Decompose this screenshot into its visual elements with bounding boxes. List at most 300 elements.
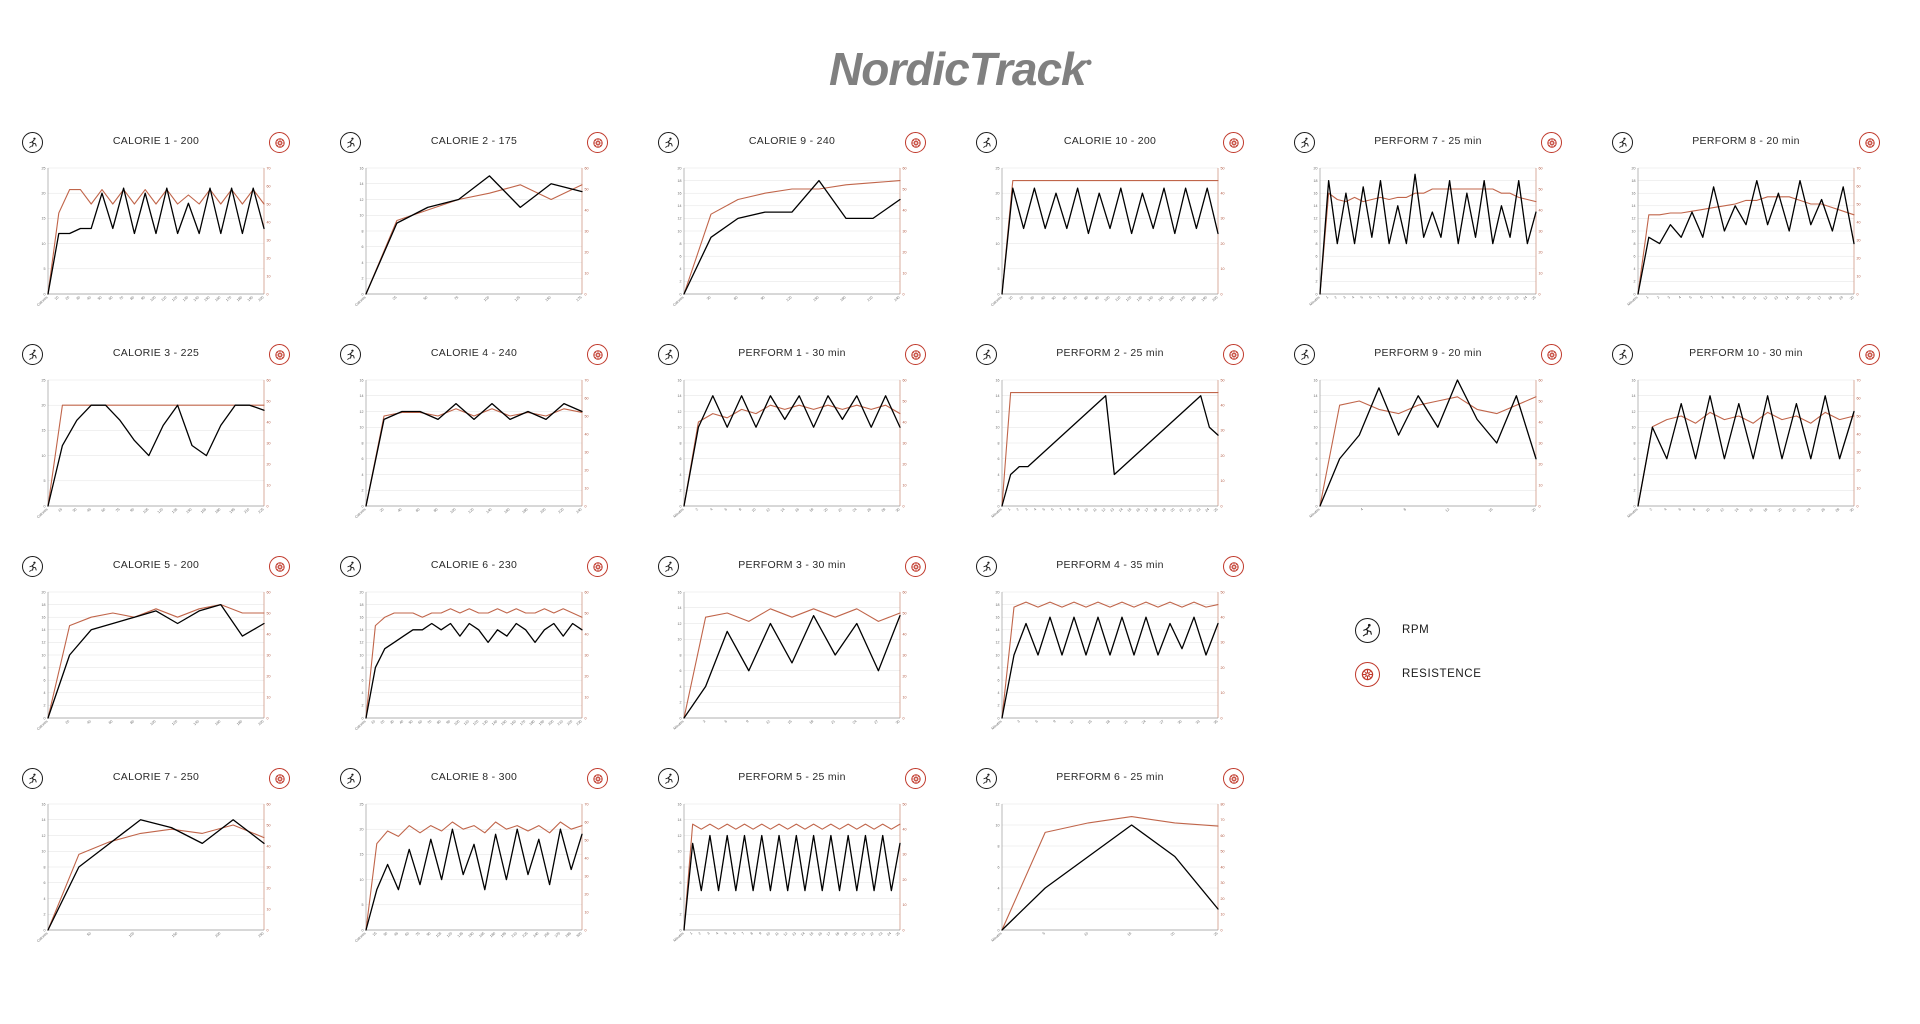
svg-text:4: 4 bbox=[679, 684, 682, 689]
svg-text:195: 195 bbox=[228, 507, 236, 515]
svg-text:50: 50 bbox=[584, 611, 589, 616]
svg-text:35: 35 bbox=[1213, 719, 1219, 725]
chart-title-perform-3-30min: PERFORM 3 - 30 min bbox=[738, 559, 846, 571]
svg-text:6: 6 bbox=[43, 678, 46, 683]
chart-header bbox=[976, 556, 1244, 582]
svg-text:10: 10 bbox=[995, 823, 1000, 828]
svg-text:19: 19 bbox=[843, 931, 849, 937]
svg-text:10: 10 bbox=[266, 274, 271, 279]
svg-text:40: 40 bbox=[1220, 865, 1225, 870]
svg-text:40: 40 bbox=[902, 420, 907, 425]
svg-text:6: 6 bbox=[997, 678, 1000, 683]
svg-text:120: 120 bbox=[467, 507, 475, 515]
svg-text:60: 60 bbox=[415, 507, 421, 513]
svg-text:14: 14 bbox=[359, 182, 364, 187]
svg-text:40: 40 bbox=[266, 420, 271, 425]
svg-text:0: 0 bbox=[361, 716, 364, 721]
chart-card-perform-2-25min bbox=[976, 344, 1244, 542]
svg-text:150: 150 bbox=[185, 507, 193, 515]
svg-text:60: 60 bbox=[1856, 396, 1861, 401]
svg-text:6: 6 bbox=[997, 457, 1000, 462]
legend-item-resistence bbox=[1355, 652, 1615, 696]
svg-text:5: 5 bbox=[1041, 931, 1046, 936]
svg-text:10: 10 bbox=[1538, 271, 1543, 276]
svg-text:14: 14 bbox=[1313, 394, 1318, 399]
svg-text:10: 10 bbox=[1705, 507, 1711, 513]
chart-title-calorie-6-230: CALORIE 6 - 230 bbox=[430, 559, 518, 571]
svg-text:17: 17 bbox=[1461, 295, 1468, 301]
svg-text:60: 60 bbox=[107, 295, 114, 301]
svg-text:20: 20 bbox=[266, 256, 271, 261]
svg-text:40: 40 bbox=[1538, 420, 1543, 425]
svg-text:40: 40 bbox=[266, 632, 271, 637]
svg-text:18: 18 bbox=[1827, 295, 1834, 301]
svg-text:12: 12 bbox=[1069, 719, 1075, 725]
svg-text:2: 2 bbox=[1315, 488, 1318, 493]
chart-plot-perform-3-30min bbox=[658, 582, 926, 752]
svg-text:23: 23 bbox=[1195, 507, 1202, 513]
svg-text:16: 16 bbox=[677, 191, 682, 196]
svg-text:2: 2 bbox=[1015, 507, 1020, 512]
svg-text:12: 12 bbox=[1631, 216, 1636, 221]
svg-text:16: 16 bbox=[1631, 378, 1636, 383]
svg-text:40: 40 bbox=[1856, 432, 1861, 437]
svg-text:30: 30 bbox=[902, 653, 907, 658]
svg-text:60: 60 bbox=[266, 378, 271, 383]
svg-text:18: 18 bbox=[808, 719, 815, 725]
svg-text:24: 24 bbox=[851, 507, 858, 513]
svg-text:165: 165 bbox=[199, 507, 208, 515]
svg-text:120: 120 bbox=[171, 719, 179, 727]
svg-text:140: 140 bbox=[485, 507, 493, 515]
svg-text:10: 10 bbox=[1538, 483, 1543, 488]
resistance-dial-icon bbox=[1859, 132, 1880, 153]
svg-text:225: 225 bbox=[521, 931, 529, 939]
svg-text:20: 20 bbox=[1169, 931, 1176, 937]
svg-text:4: 4 bbox=[43, 691, 46, 696]
svg-text:255: 255 bbox=[543, 931, 551, 939]
svg-text:12: 12 bbox=[41, 640, 46, 645]
svg-text:12: 12 bbox=[1762, 295, 1769, 301]
svg-text:2: 2 bbox=[361, 488, 364, 493]
svg-text:8: 8 bbox=[1315, 241, 1318, 246]
svg-text:6: 6 bbox=[43, 881, 46, 886]
svg-text:0: 0 bbox=[997, 716, 1000, 721]
svg-text:10: 10 bbox=[584, 271, 589, 276]
svg-text:150: 150 bbox=[171, 931, 179, 939]
chart-header bbox=[340, 344, 608, 370]
svg-text:33: 33 bbox=[1195, 719, 1201, 725]
svg-text:30: 30 bbox=[1220, 216, 1225, 221]
svg-text:10: 10 bbox=[1220, 912, 1225, 917]
svg-text:10: 10 bbox=[1007, 295, 1014, 301]
svg-text:10: 10 bbox=[902, 695, 907, 700]
svg-text:4: 4 bbox=[709, 507, 714, 512]
svg-text:8: 8 bbox=[997, 665, 1000, 670]
svg-text:11: 11 bbox=[1410, 295, 1416, 301]
chart-plot-perform-4-35min bbox=[976, 582, 1244, 752]
svg-text:10: 10 bbox=[677, 425, 682, 430]
svg-text:50: 50 bbox=[902, 399, 907, 404]
svg-text:230: 230 bbox=[575, 719, 583, 727]
svg-text:13: 13 bbox=[1427, 295, 1433, 301]
chart-plot-perform-10-30min bbox=[1612, 370, 1880, 540]
svg-text:0: 0 bbox=[902, 504, 905, 509]
svg-text:13: 13 bbox=[1773, 295, 1780, 301]
svg-text:120: 120 bbox=[1125, 295, 1133, 303]
legend-item-rpm bbox=[1355, 608, 1615, 652]
svg-text:20: 20 bbox=[1849, 295, 1855, 301]
svg-text:2: 2 bbox=[1633, 488, 1636, 493]
brand-dot: • bbox=[1085, 52, 1091, 73]
cyclist-icon bbox=[1355, 618, 1380, 643]
svg-text:40: 40 bbox=[584, 432, 589, 437]
resistance-dial-icon bbox=[269, 768, 290, 789]
svg-text:0: 0 bbox=[584, 928, 587, 933]
svg-text:190: 190 bbox=[246, 295, 254, 303]
svg-text:20: 20 bbox=[1220, 453, 1225, 458]
svg-text:Minutes: Minutes bbox=[1626, 507, 1639, 519]
svg-text:40: 40 bbox=[584, 856, 589, 861]
svg-text:20: 20 bbox=[1220, 665, 1225, 670]
svg-text:5: 5 bbox=[43, 479, 46, 484]
svg-text:20: 20 bbox=[584, 892, 589, 897]
svg-text:0: 0 bbox=[1538, 292, 1541, 297]
chart-title-calorie-4-240: CALORIE 4 - 240 bbox=[430, 347, 518, 359]
svg-text:0: 0 bbox=[1315, 504, 1318, 509]
svg-text:50: 50 bbox=[1220, 849, 1225, 854]
svg-text:50: 50 bbox=[422, 295, 429, 301]
svg-text:16: 16 bbox=[817, 931, 823, 937]
svg-text:1: 1 bbox=[1007, 507, 1012, 512]
svg-text:Minutes: Minutes bbox=[672, 507, 685, 519]
svg-text:50: 50 bbox=[1051, 295, 1057, 301]
svg-text:4: 4 bbox=[997, 472, 1000, 477]
svg-text:20: 20 bbox=[823, 507, 829, 513]
svg-text:6: 6 bbox=[723, 507, 728, 512]
svg-text:21: 21 bbox=[860, 931, 867, 937]
svg-text:40: 40 bbox=[902, 208, 907, 213]
svg-text:6: 6 bbox=[1315, 457, 1318, 462]
svg-text:4: 4 bbox=[1677, 295, 1682, 300]
svg-text:13: 13 bbox=[1109, 507, 1115, 513]
svg-text:12: 12 bbox=[359, 197, 364, 202]
svg-text:Calories: Calories bbox=[36, 719, 49, 732]
svg-text:8: 8 bbox=[679, 653, 682, 658]
chart-card-perform-6-25min bbox=[976, 768, 1244, 966]
resistance-dial-icon bbox=[905, 132, 926, 153]
svg-text:130: 130 bbox=[481, 719, 489, 727]
chart-title-calorie-8-300: CALORIE 8 - 300 bbox=[430, 771, 518, 783]
chart-card-perform-9-20min bbox=[1294, 344, 1562, 542]
svg-text:50: 50 bbox=[86, 931, 92, 937]
svg-text:10: 10 bbox=[1401, 295, 1408, 301]
svg-text:Minutes: Minutes bbox=[672, 719, 685, 731]
svg-text:60: 60 bbox=[266, 802, 271, 807]
svg-text:2: 2 bbox=[43, 912, 46, 917]
svg-text:10: 10 bbox=[1313, 425, 1318, 430]
svg-text:90: 90 bbox=[1094, 295, 1100, 301]
svg-text:40: 40 bbox=[1538, 208, 1543, 213]
svg-text:0: 0 bbox=[1633, 292, 1636, 297]
svg-text:6: 6 bbox=[723, 719, 728, 724]
svg-text:6: 6 bbox=[732, 931, 737, 936]
chart-header bbox=[1294, 344, 1562, 370]
svg-text:90: 90 bbox=[129, 507, 136, 513]
svg-text:30: 30 bbox=[389, 719, 395, 725]
svg-text:0: 0 bbox=[1220, 716, 1223, 721]
svg-text:6: 6 bbox=[1315, 254, 1318, 259]
svg-text:16: 16 bbox=[794, 507, 800, 513]
svg-text:10: 10 bbox=[266, 907, 271, 912]
svg-text:21: 21 bbox=[1178, 507, 1185, 513]
svg-text:10: 10 bbox=[1856, 274, 1861, 279]
chart-plot-calorie-4-240 bbox=[340, 370, 608, 540]
svg-text:3: 3 bbox=[1666, 295, 1672, 300]
svg-text:80: 80 bbox=[436, 719, 442, 725]
svg-text:40: 40 bbox=[902, 632, 907, 637]
svg-text:Calories: Calories bbox=[354, 931, 367, 944]
svg-text:30: 30 bbox=[895, 507, 901, 513]
svg-text:30: 30 bbox=[382, 931, 389, 937]
chart-header bbox=[658, 344, 926, 370]
svg-text:21: 21 bbox=[1123, 719, 1129, 725]
svg-text:70: 70 bbox=[266, 166, 271, 171]
svg-text:0: 0 bbox=[1315, 292, 1318, 297]
svg-text:50: 50 bbox=[266, 202, 271, 207]
svg-text:0: 0 bbox=[997, 292, 1000, 297]
chart-title-perform-1-30min: PERFORM 1 - 30 min bbox=[738, 347, 846, 359]
svg-text:210: 210 bbox=[866, 295, 874, 303]
chart-plot-perform-7-25min bbox=[1294, 158, 1562, 328]
svg-text:18: 18 bbox=[1105, 719, 1111, 725]
svg-text:105: 105 bbox=[435, 931, 443, 939]
svg-text:16: 16 bbox=[995, 615, 1000, 620]
svg-text:8: 8 bbox=[997, 844, 1000, 849]
svg-text:8: 8 bbox=[679, 865, 682, 870]
svg-text:22: 22 bbox=[1505, 295, 1511, 301]
svg-text:16: 16 bbox=[1487, 507, 1494, 513]
svg-text:80: 80 bbox=[1220, 802, 1225, 807]
svg-text:60: 60 bbox=[404, 931, 410, 937]
svg-text:8: 8 bbox=[361, 665, 364, 670]
svg-text:30: 30 bbox=[266, 865, 271, 870]
svg-text:60: 60 bbox=[417, 719, 424, 725]
svg-text:0: 0 bbox=[679, 928, 682, 933]
svg-text:0: 0 bbox=[997, 504, 1000, 509]
svg-text:20: 20 bbox=[1487, 295, 1494, 301]
svg-text:0: 0 bbox=[266, 504, 269, 509]
svg-text:240: 240 bbox=[575, 507, 583, 515]
svg-text:0: 0 bbox=[1538, 504, 1541, 509]
svg-text:8: 8 bbox=[1067, 507, 1072, 512]
svg-text:20: 20 bbox=[41, 191, 46, 196]
svg-text:10: 10 bbox=[359, 425, 364, 430]
svg-text:0: 0 bbox=[584, 504, 587, 509]
svg-text:Calories: Calories bbox=[354, 507, 367, 520]
svg-text:0: 0 bbox=[361, 928, 364, 933]
svg-text:180: 180 bbox=[521, 507, 529, 515]
svg-text:10: 10 bbox=[370, 719, 377, 725]
svg-text:0: 0 bbox=[902, 716, 905, 721]
svg-text:20: 20 bbox=[1531, 507, 1537, 513]
svg-text:220: 220 bbox=[557, 507, 565, 515]
svg-text:26: 26 bbox=[866, 507, 872, 513]
svg-text:100: 100 bbox=[149, 295, 157, 303]
svg-text:40: 40 bbox=[1220, 191, 1225, 196]
svg-text:20: 20 bbox=[64, 295, 71, 301]
svg-text:22: 22 bbox=[1187, 507, 1193, 513]
resistance-dial-icon bbox=[1223, 556, 1244, 577]
svg-text:25: 25 bbox=[1213, 507, 1219, 513]
svg-text:20: 20 bbox=[41, 590, 46, 595]
chart-plot-calorie-8-300 bbox=[340, 794, 608, 964]
chart-plot-calorie-9-240 bbox=[658, 158, 926, 328]
svg-text:120: 120 bbox=[472, 719, 480, 727]
svg-text:14: 14 bbox=[995, 394, 1000, 399]
svg-text:20: 20 bbox=[266, 886, 271, 891]
svg-text:17: 17 bbox=[825, 931, 832, 937]
svg-text:2: 2 bbox=[697, 931, 702, 936]
svg-text:2: 2 bbox=[679, 700, 682, 705]
svg-text:0: 0 bbox=[1633, 504, 1636, 509]
svg-text:10: 10 bbox=[1313, 229, 1318, 234]
svg-text:180: 180 bbox=[839, 295, 847, 303]
chart-card-calorie-5-200 bbox=[22, 556, 290, 754]
svg-text:180: 180 bbox=[489, 931, 497, 939]
svg-text:12: 12 bbox=[765, 507, 772, 513]
svg-text:12: 12 bbox=[765, 719, 772, 725]
chart-title-calorie-3-225: CALORIE 3 - 225 bbox=[112, 347, 200, 359]
svg-text:14: 14 bbox=[359, 628, 364, 633]
svg-text:10: 10 bbox=[359, 653, 364, 658]
svg-text:Minutes: Minutes bbox=[990, 507, 1003, 519]
svg-text:18: 18 bbox=[1631, 178, 1636, 183]
svg-text:25: 25 bbox=[41, 166, 46, 171]
svg-text:2: 2 bbox=[361, 276, 364, 281]
svg-text:20: 20 bbox=[266, 674, 271, 679]
svg-text:24: 24 bbox=[886, 931, 893, 937]
svg-text:2: 2 bbox=[1315, 279, 1318, 284]
legend-label: RPM bbox=[1402, 624, 1430, 636]
svg-text:40: 40 bbox=[1220, 403, 1225, 408]
svg-text:14: 14 bbox=[799, 931, 806, 937]
svg-text:18: 18 bbox=[359, 602, 364, 607]
resistance-dial-icon bbox=[1223, 768, 1244, 789]
chart-card-calorie-9-240 bbox=[658, 132, 926, 330]
chart-card-calorie-2-175 bbox=[340, 132, 608, 330]
svg-text:50: 50 bbox=[97, 295, 103, 301]
svg-text:16: 16 bbox=[677, 378, 682, 383]
svg-text:8: 8 bbox=[1633, 241, 1636, 246]
svg-text:8: 8 bbox=[1315, 441, 1318, 446]
svg-text:4: 4 bbox=[1633, 472, 1636, 477]
svg-text:120: 120 bbox=[171, 295, 179, 303]
svg-text:10: 10 bbox=[995, 653, 1000, 658]
svg-text:12: 12 bbox=[1444, 507, 1451, 513]
svg-text:75: 75 bbox=[415, 931, 421, 937]
svg-text:24: 24 bbox=[1805, 507, 1812, 513]
chart-title-perform-6-25min: PERFORM 6 - 25 min bbox=[1056, 771, 1164, 783]
svg-text:8: 8 bbox=[738, 507, 743, 512]
svg-text:60: 60 bbox=[100, 507, 107, 513]
svg-text:8: 8 bbox=[43, 665, 46, 670]
svg-text:Minutes: Minutes bbox=[1626, 295, 1639, 307]
svg-text:100: 100 bbox=[149, 719, 157, 727]
svg-text:150: 150 bbox=[467, 931, 475, 939]
chart-title-perform-5-25min: PERFORM 5 - 25 min bbox=[738, 771, 846, 783]
svg-text:30: 30 bbox=[1220, 881, 1225, 886]
svg-text:50: 50 bbox=[902, 187, 907, 192]
svg-text:45: 45 bbox=[86, 507, 92, 513]
svg-text:6: 6 bbox=[679, 881, 682, 886]
svg-text:12: 12 bbox=[1100, 507, 1107, 513]
svg-text:0: 0 bbox=[43, 716, 46, 721]
svg-text:30: 30 bbox=[1538, 229, 1543, 234]
svg-text:160: 160 bbox=[509, 719, 517, 727]
resistance-dial-icon bbox=[587, 556, 608, 577]
svg-text:135: 135 bbox=[456, 931, 464, 939]
svg-text:12: 12 bbox=[677, 216, 682, 221]
svg-text:75: 75 bbox=[115, 507, 121, 513]
resistance-dial-icon bbox=[587, 132, 608, 153]
svg-text:110: 110 bbox=[1114, 295, 1122, 303]
svg-text:150: 150 bbox=[500, 719, 508, 727]
svg-text:Minutes: Minutes bbox=[672, 931, 685, 943]
svg-text:120: 120 bbox=[156, 507, 164, 515]
svg-text:20: 20 bbox=[584, 674, 589, 679]
svg-text:5: 5 bbox=[997, 267, 1000, 272]
svg-text:0: 0 bbox=[902, 292, 905, 297]
svg-text:160: 160 bbox=[214, 295, 222, 303]
svg-text:60: 60 bbox=[1061, 295, 1068, 301]
svg-text:9: 9 bbox=[1076, 507, 1081, 512]
svg-text:3: 3 bbox=[702, 719, 707, 724]
svg-text:30: 30 bbox=[266, 653, 271, 658]
chart-header bbox=[340, 132, 608, 158]
svg-text:Calories: Calories bbox=[36, 295, 49, 308]
chart-card-perform-5-25min bbox=[658, 768, 926, 966]
svg-text:12: 12 bbox=[359, 409, 364, 414]
svg-text:12: 12 bbox=[1313, 409, 1318, 414]
svg-text:20: 20 bbox=[1169, 507, 1176, 513]
svg-text:190: 190 bbox=[537, 719, 546, 727]
svg-text:80: 80 bbox=[1083, 295, 1090, 301]
svg-text:130: 130 bbox=[1135, 295, 1144, 303]
svg-text:12: 12 bbox=[1719, 507, 1726, 513]
svg-text:4: 4 bbox=[715, 931, 720, 936]
svg-text:50: 50 bbox=[1538, 399, 1543, 404]
svg-text:20: 20 bbox=[1220, 241, 1225, 246]
chart-plot-perform-6-25min bbox=[976, 794, 1244, 964]
svg-text:2: 2 bbox=[1656, 295, 1661, 300]
svg-text:4: 4 bbox=[1663, 507, 1668, 512]
svg-text:100: 100 bbox=[127, 931, 136, 939]
svg-text:Calories: Calories bbox=[354, 719, 367, 732]
svg-text:180: 180 bbox=[528, 719, 536, 727]
svg-text:10: 10 bbox=[584, 910, 589, 915]
resistance-dial-icon bbox=[269, 132, 290, 153]
svg-text:140: 140 bbox=[1146, 295, 1154, 303]
svg-text:3: 3 bbox=[1024, 507, 1029, 512]
svg-text:7: 7 bbox=[1058, 507, 1064, 512]
svg-text:70: 70 bbox=[1220, 818, 1225, 823]
svg-text:0: 0 bbox=[1856, 504, 1859, 509]
svg-text:5: 5 bbox=[1359, 295, 1364, 300]
svg-text:15: 15 bbox=[1795, 295, 1801, 301]
svg-text:20: 20 bbox=[902, 877, 907, 882]
svg-text:2: 2 bbox=[1633, 279, 1636, 284]
